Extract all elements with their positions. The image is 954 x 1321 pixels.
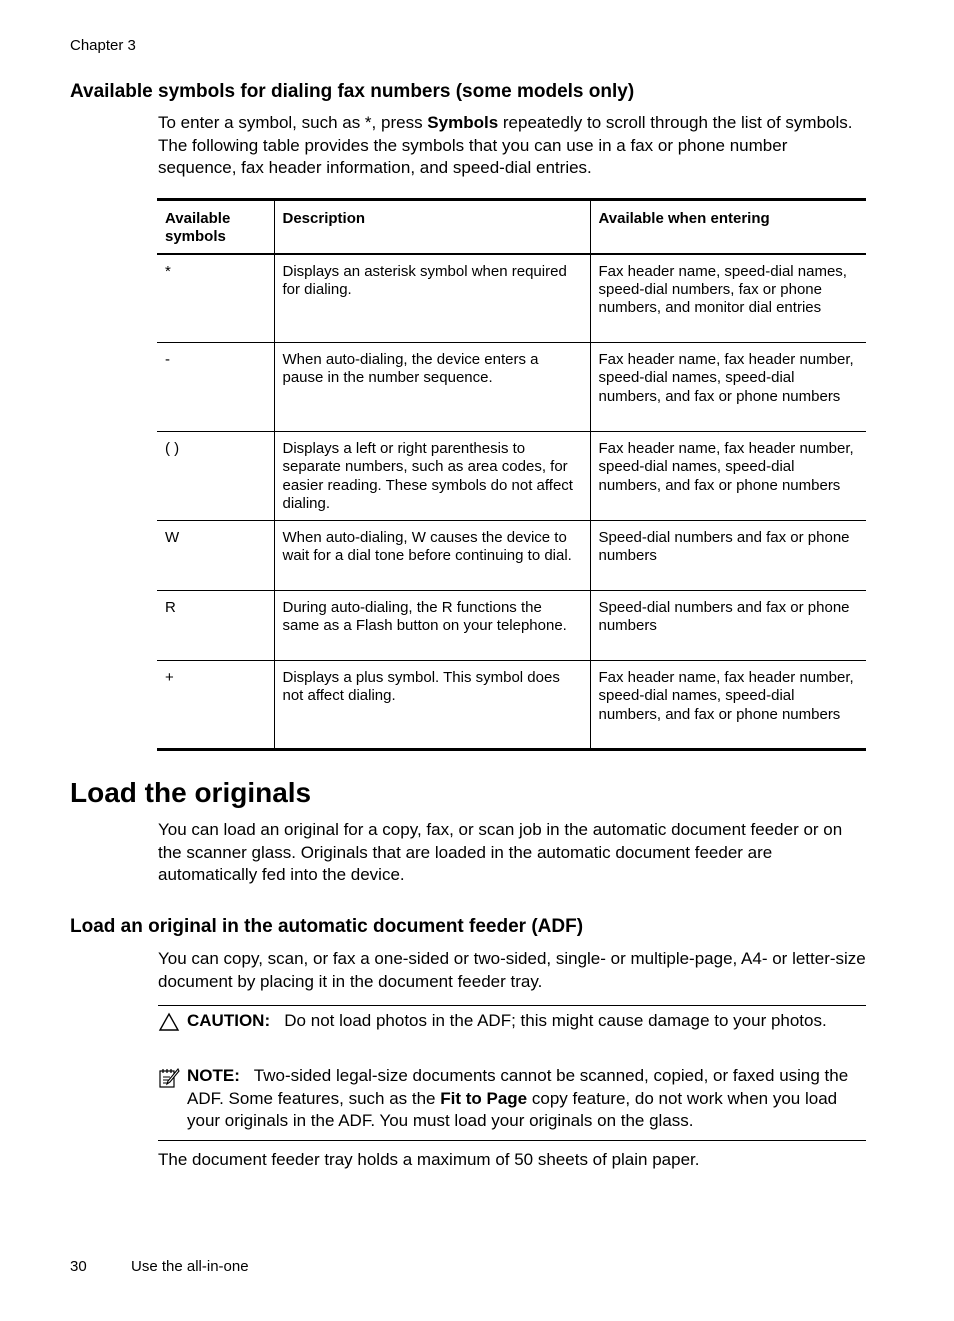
tray-capacity-paragraph: The document feeder tray holds a maximum of 50 sheets of plain paper. bbox=[158, 1150, 700, 1169]
intro-text-before: To enter a symbol, such as *, press bbox=[158, 113, 428, 132]
description-cell: When auto-dialing, the device enters a pause in the number sequence. bbox=[274, 343, 590, 432]
symbol-cell: W bbox=[157, 521, 274, 591]
symbol-cell: ( ) bbox=[157, 432, 274, 521]
intro-text-after: repeatedly to scroll through the list of symbols. The following table provides the symbols that you can use in a fax or phone number sequence, fax header information, and speed-dial entries. bbox=[158, 113, 853, 177]
load-originals-heading: Load the originals bbox=[70, 777, 312, 808]
symbol-cell: - bbox=[157, 343, 274, 432]
notice-bottom-rule bbox=[158, 1140, 866, 1141]
note-pad-icon bbox=[158, 1066, 180, 1088]
symbols-heading: Available symbols for dialing fax numbers (some models only) bbox=[70, 81, 635, 102]
running-head: Chapter 3 bbox=[70, 37, 136, 54]
available-when-cell: Fax header name, fax header number, speed-dial names, speed-dial numbers, and fax or phone numbers bbox=[590, 661, 866, 750]
symbol-cell: + bbox=[157, 661, 274, 750]
caution-triangle-icon bbox=[158, 1011, 180, 1033]
caution-label: CAUTION: bbox=[187, 1011, 271, 1030]
description-cell: During auto-dialing, the R functions the same as a Flash button on your telephone. bbox=[274, 591, 590, 661]
table-row bbox=[157, 661, 866, 750]
note-notice bbox=[158, 1065, 866, 1133]
load-originals-paragraph: You can load an original for a copy, fax, or scan job in the automatic document feeder or on the scanner glass. Originals that are loaded in the automatic document feeder are automatically fed into the device. bbox=[158, 820, 843, 884]
column-header-symbols: Available symbols bbox=[157, 200, 274, 254]
description-cell: When auto-dialing, W causes the device to wait for a dial tone before continuing to dial. bbox=[274, 521, 590, 591]
footer-section-title: Use the all-in-one bbox=[131, 1258, 249, 1275]
column-header-description: Description bbox=[274, 200, 590, 254]
fit-to-page-feature-name: Fit to Page bbox=[440, 1088, 528, 1108]
note-text-before: Two-sided legal-size documents cannot be scanned, copied, or faxed using the ADF. Some features, such as the bbox=[187, 1066, 849, 1108]
note-label: NOTE: bbox=[187, 1066, 240, 1085]
description-cell: Displays a plus symbol. This symbol does not affect dialing. bbox=[274, 661, 590, 750]
table-row bbox=[157, 432, 866, 521]
caution-notice bbox=[158, 1010, 866, 1033]
table-row bbox=[157, 254, 866, 343]
caution-text-block bbox=[187, 1010, 866, 1033]
adf-heading: Load an original in the automatic document feeder (ADF) bbox=[70, 916, 584, 937]
symbols-table-container bbox=[157, 198, 866, 751]
available-when-cell: Fax header name, fax header number, speed-dial names, speed-dial numbers, and fax or phone numbers bbox=[590, 343, 866, 432]
table-row bbox=[157, 591, 866, 661]
note-text-after: copy feature, do not work when you load your originals in the ADF. You must load your originals on the glass. bbox=[187, 1088, 838, 1130]
description-cell: Displays a left or right parenthesis to separate numbers, such as area codes, for easier reading. These symbols do not affect dialing. bbox=[274, 432, 590, 521]
caution-text: Do not load photos in the ADF; this might cause damage to your photos. bbox=[284, 1011, 827, 1030]
symbols-intro-paragraph bbox=[158, 112, 868, 180]
available-when-cell: Speed-dial numbers and fax or phone numbers bbox=[590, 591, 866, 661]
adf-paragraph: You can copy, scan, or fax a one-sided or two-sided, single- or multiple-page, A4- or letter-size document by placing it in the document feeder tray. bbox=[158, 949, 866, 991]
available-when-cell: Speed-dial numbers and fax or phone numbers bbox=[590, 521, 866, 591]
symbols-table bbox=[157, 198, 866, 751]
description-cell: Displays an asterisk symbol when required for dialing. bbox=[274, 254, 590, 343]
available-when-cell: Fax header name, speed-dial names, speed-dial numbers, fax or phone numbers, and monitor dial entries bbox=[590, 254, 866, 343]
note-text-block bbox=[187, 1065, 866, 1133]
table-header-row bbox=[157, 200, 866, 254]
available-when-cell: Fax header name, fax header number, speed-dial names, speed-dial numbers, and fax or phone numbers bbox=[590, 432, 866, 521]
table-row bbox=[157, 343, 866, 432]
page-number: 30 bbox=[70, 1258, 87, 1275]
symbol-cell: * bbox=[165, 262, 171, 280]
column-header-available-when: Available when entering bbox=[590, 200, 866, 254]
symbol-cell: R bbox=[157, 591, 274, 661]
symbols-button-name: Symbols bbox=[427, 113, 499, 132]
notice-top-rule bbox=[158, 1005, 866, 1006]
table-row bbox=[157, 521, 866, 591]
